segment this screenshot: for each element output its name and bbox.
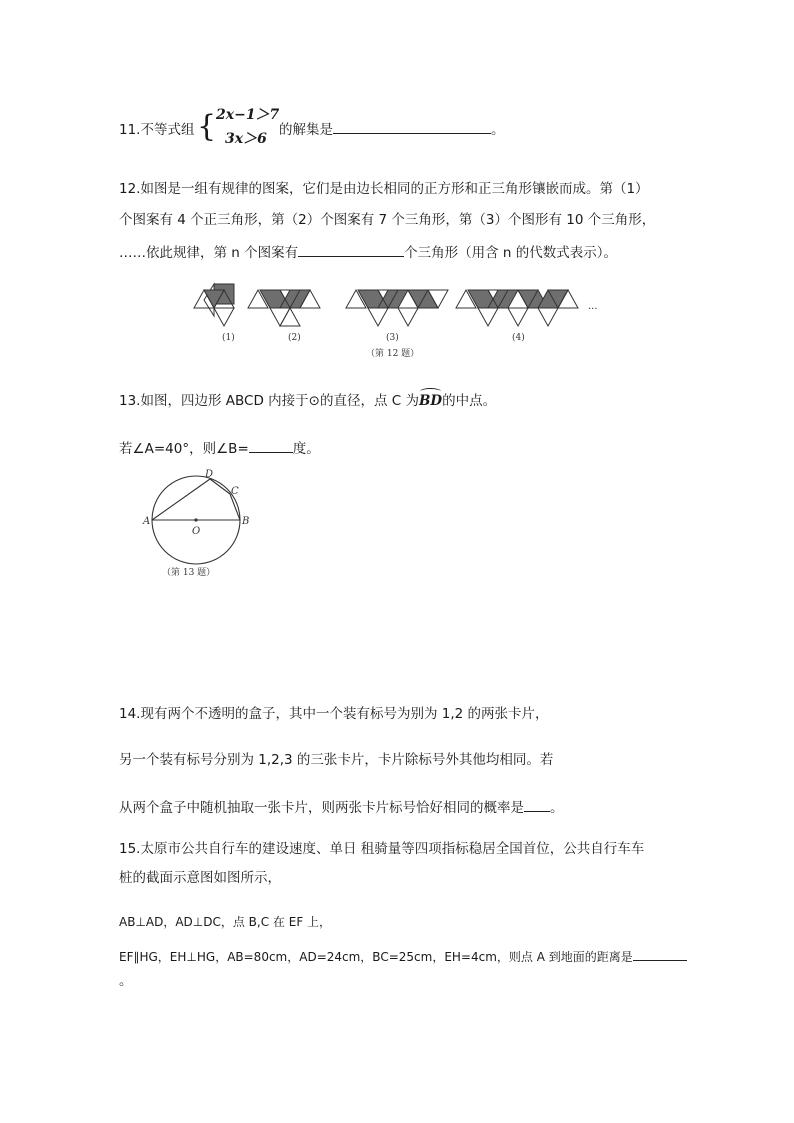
- q15-answer-blank[interactable]: [633, 946, 687, 961]
- q13-line-2: [119, 438, 320, 458]
- q15-line-5: 。: [119, 973, 133, 989]
- q13-line-1a: 13.如图，四边形 ABCD 内接于⊙的直径，点 C 为: [119, 393, 419, 409]
- q15-line-1: 15.太原市公共自行车的建设速度、单日 租骑量等四项指标稳居全国首位，公共自行车车: [119, 841, 645, 857]
- q13-label-o: O: [192, 526, 201, 537]
- q12-pattern-2: [248, 290, 320, 326]
- q14-line-3a: 从两个盒子中随机抽取一张卡片，则两张卡片标号恰好相同的概率是: [119, 800, 524, 816]
- q12-line-2: 个图案有 4 个正三角形，第（2）个图案有 7 个三角形，第（3）个图形有 10 个三角形，: [119, 212, 656, 228]
- q14-line-3: [119, 797, 564, 817]
- q15-line-4a: EF∥HG，EH⊥HG，AB=80cm，AD=24cm，BC=25cm，EH=4cm，则点 A 到地面的距离是: [119, 950, 633, 964]
- q12-pattern-3: [346, 290, 448, 326]
- q13-arc-bd: BD: [418, 393, 443, 409]
- q11-inequality-1: 2x−1＞7: [216, 107, 280, 123]
- q13-chord-dc: [210, 479, 230, 494]
- q12-ellipsis: ···: [588, 304, 598, 315]
- q13-line-1b: 的中点。: [442, 393, 497, 409]
- q13-line-2b: 度。: [292, 441, 320, 457]
- q15-line-3: AB⊥AD，AD⊥DC，点 B,C 在 EF 上，: [119, 915, 332, 929]
- q12-pattern-4: [456, 290, 578, 326]
- q12-answer-blank[interactable]: [298, 242, 404, 257]
- q12-label-4: (4): [512, 333, 525, 343]
- q11-suffix: 的解集是: [279, 122, 333, 138]
- q13-line-2a: 若∠A=40°，则∠B=: [119, 441, 249, 457]
- q13-line-1: [119, 392, 496, 410]
- q13-label-b: B: [242, 516, 250, 527]
- q12-pattern-1: [194, 284, 234, 326]
- q12-line-3a: ……依此规律，第 n 个图案有: [119, 245, 299, 261]
- q11-brace: {: [197, 109, 217, 144]
- q11-answer-blank[interactable]: [333, 119, 491, 134]
- q13-answer-blank[interactable]: [249, 438, 293, 453]
- q12-label-1: (1): [222, 333, 235, 343]
- q12-figure: [190, 278, 610, 364]
- q12-label-3: (3): [386, 333, 399, 343]
- q15-line-2: 桩的截面示意图如图所示，: [119, 870, 281, 886]
- q12-line-3: [119, 242, 617, 262]
- q12-line-1: 12.如图是一组有规律的图案，它们是由边长相同的正方形和正三角形镶嵌而成。第（1）: [119, 181, 649, 197]
- q14-answer-blank[interactable]: [524, 797, 550, 812]
- q14-line-3b: 。: [550, 800, 564, 816]
- q11-prefix: 11.不等式组: [119, 122, 195, 138]
- q13-label-c: C: [231, 486, 239, 497]
- q14-line-1: 14.现有两个不透明的盒子，其中一个装有标号为别为 1,2 的两张卡片，: [119, 706, 549, 722]
- q11-suffix-line: [279, 118, 505, 138]
- q12-label-2: (2): [288, 333, 301, 343]
- q11-end: 。: [491, 122, 505, 138]
- q13-label-d: D: [205, 469, 214, 480]
- q13-center-dot: [194, 518, 197, 521]
- q12-line-3b: 个三角形（用含 n 的代数式表示）。: [404, 245, 618, 261]
- q11-inequality-2: 3x＞6: [225, 131, 267, 147]
- q12-caption: （第 12 题）: [366, 349, 420, 359]
- q13-label-a: A: [143, 516, 151, 527]
- q13-caption: （第 13 题）: [162, 568, 216, 578]
- q14-line-2: 另一个装有标号分别为 1,2,3 的三张卡片，卡片除标号外其他均相同。若: [119, 752, 554, 768]
- q15-line-4: [119, 946, 687, 966]
- q13-chord-ad: [152, 479, 210, 520]
- q13-figure: [140, 466, 260, 582]
